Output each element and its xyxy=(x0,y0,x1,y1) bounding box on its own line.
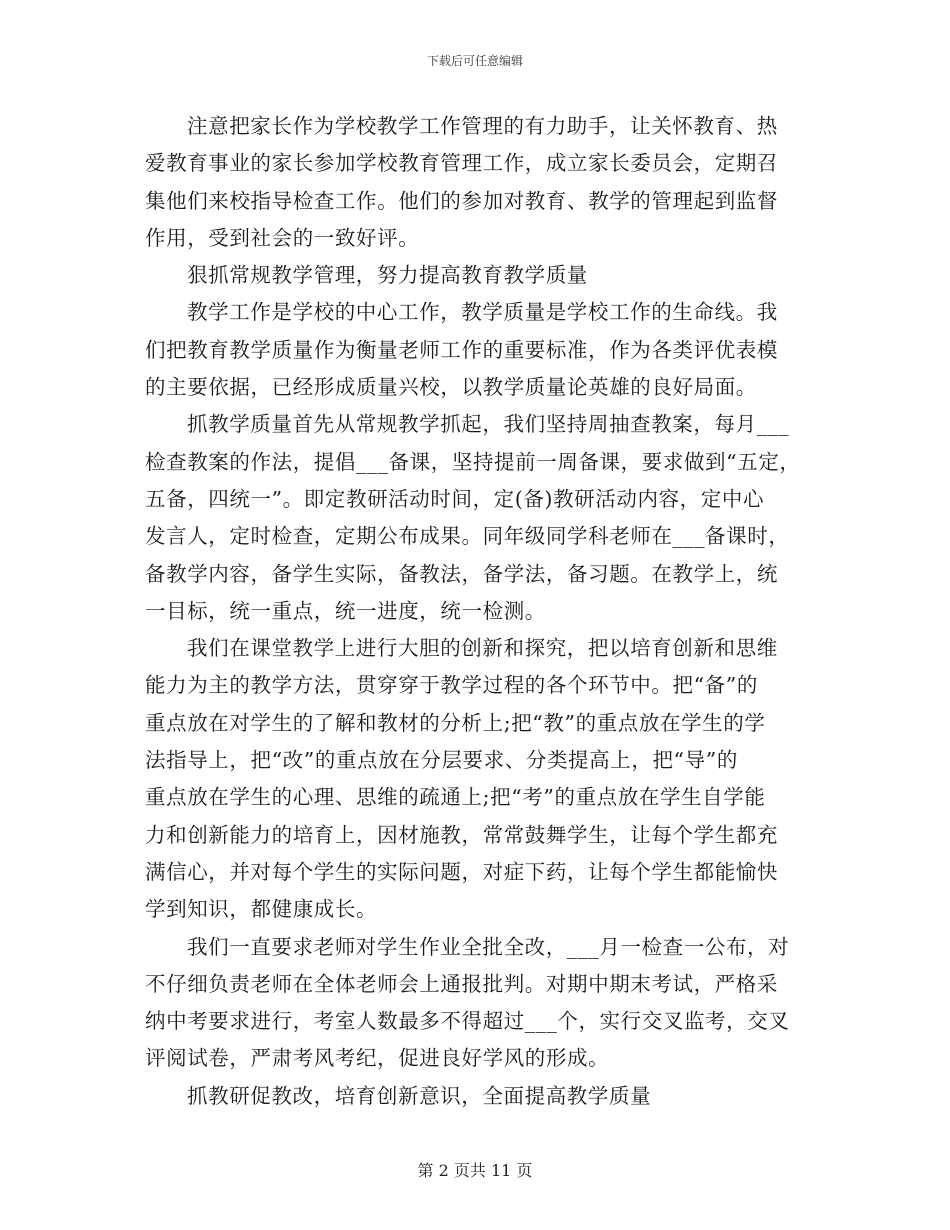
text-line: 爱教育事业的家长参加学校教育管理工作，成立家长委员会，定期召 xyxy=(145,151,778,176)
text-line: 备教学内容，备学生实际，备教法，备学法，备习题。在教学上，统 xyxy=(145,561,778,586)
text-line: 抓教研促教改，培育创新意识，全面提高教学质量 xyxy=(187,1083,652,1108)
text-line: 学到知识，都健康成长。 xyxy=(145,897,378,922)
text-line: 一目标，统一重点，统一进度，统一检测。 xyxy=(145,598,546,623)
text-line: 满信心，并对每个学生的实际问题，对症下药，让每个学生都能愉快 xyxy=(145,859,778,884)
text-line: 力和创新能力的培育上，因材施教，常常鼓舞学生，让每个学生都充 xyxy=(145,822,778,847)
text-line: 狠抓常规教学管理，努力提高教育教学质量 xyxy=(187,263,588,288)
text-line: 我们在课堂教学上进行大胆的创新和探究，把以培育创新和思维 xyxy=(187,636,778,661)
text-line: 纳中考要求进行，考室人数最多不得超过___个，实行交叉监考，交叉 xyxy=(145,1009,790,1034)
text-line: 抓教学质量首先从常规教学抓起，我们坚持周抽查教案，每月___ xyxy=(187,412,790,437)
text-line: 我们一直要求老师对学生作业全批全改，___月一检查一公布，对 xyxy=(187,934,790,959)
text-line: 重点放在对学生的了解和教材的分析上;把“教”的重点放在学生的学 xyxy=(145,710,766,735)
text-line: 五备，四统一”。即定教研活动时间，定(备)教研活动内容，定中心 xyxy=(145,486,765,511)
text-line: 评阅试卷，严肃考风考纪，促进良好学风的形成。 xyxy=(145,1046,610,1071)
page-footer: 第 2 页共 11 页 xyxy=(417,1161,533,1180)
text-line: 检查教案的作法，提倡___备课，坚持提前一周备课，要求做到“五定， xyxy=(145,449,801,474)
text-line: 们把教育教学质量作为衡量老师工作的重要标准，作为各类评优表模 xyxy=(145,337,778,362)
text-line: 能力为主的教学方法，贯穿穿于教学过程的各个环节中。把“备”的 xyxy=(145,673,758,698)
text-line: 发言人，定时检查，定期公布成果。同年级同学科老师在___备课时， xyxy=(145,524,790,549)
text-line: 教学工作是学校的中心工作，教学质量是学校工作的生命线。我 xyxy=(187,300,778,325)
text-line: 不仔细负责老师在全体老师会上通报批判。对期中期末考试，严格采 xyxy=(145,971,778,996)
text-line: 集他们来校指导检查工作。他们的参加对教育、教学的管理起到监督 xyxy=(145,188,778,213)
text-line: 作用，受到社会的一致好评。 xyxy=(145,225,420,250)
text-line: 的主要依据，已经形成质量兴校，以教学质量论英雄的良好局面。 xyxy=(145,375,757,400)
text-line: 法指导上，把“改”的重点放在分层要求、分类提高上，把“导”的 xyxy=(145,748,738,773)
text-line: 注意把家长作为学校教学工作管理的有力助手，让关怀教育、热 xyxy=(187,114,778,138)
document-body xyxy=(145,108,805,1115)
page-header: 下载后可任意编辑 xyxy=(426,54,523,68)
text-line: 重点放在学生的心理、思维的疏通上;把“考”的重点放在学生自学能 xyxy=(145,785,766,810)
